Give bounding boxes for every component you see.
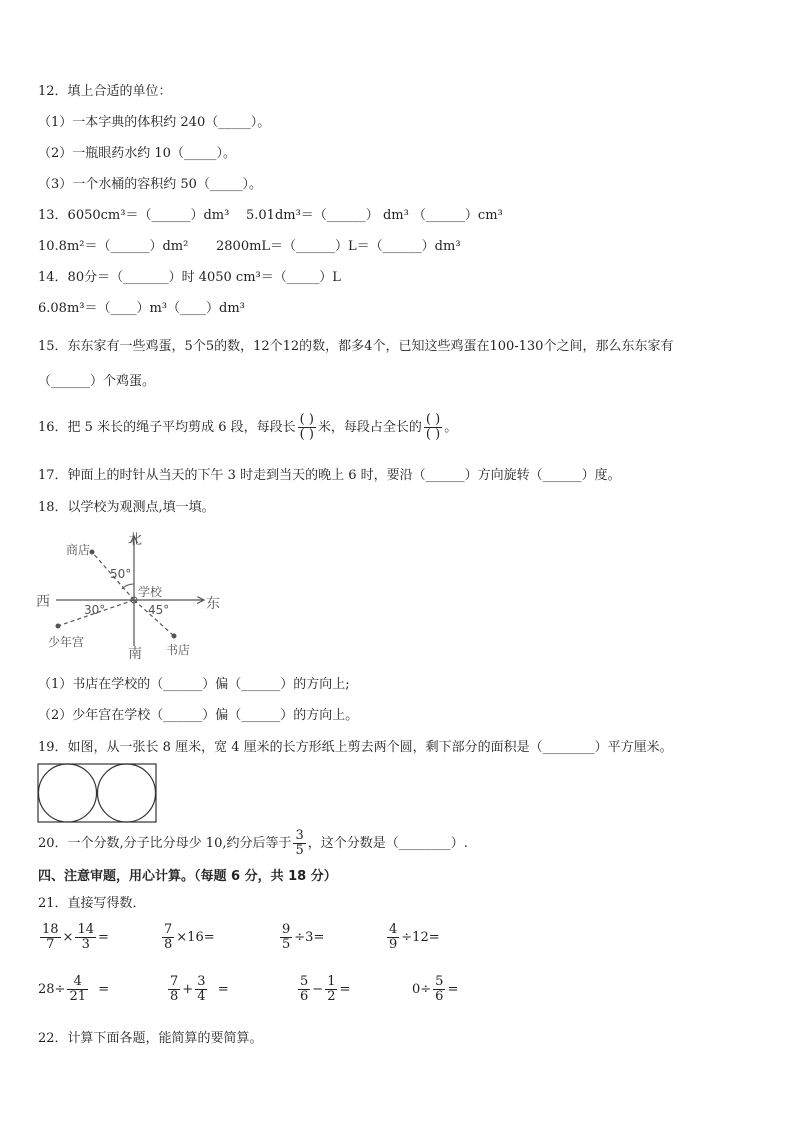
shop-point (90, 550, 95, 555)
q12-title: 12．填上合适的单位： (38, 84, 172, 99)
q13-line2-b: 2800mL＝（______）L＝（______）dm³ (216, 239, 461, 254)
youth-palace-point (56, 624, 61, 629)
q21-expr-7: $\frac{5}{6}$ − $\frac{1}{2}$ = (300, 974, 351, 1004)
q15-line1: 15．东东家有一些鸡蛋，5个5的数，12个12的数，都多4个，已知这些鸡蛋在100-130个之间，那么东东家有 (38, 339, 674, 354)
bookstore-label: 书店 (166, 643, 191, 657)
angle-label-bookstore: 45° (148, 603, 170, 617)
q18-a: （1）书店在学校的（______）偏（______）的方向上; (38, 677, 350, 692)
q20-fraction: $\frac{3}{5}$ (295, 828, 304, 858)
q16-fraction-length: $\frac{( )}{( )}$ (299, 412, 314, 442)
q18-b: （2）少年宫在学校（______）偏（______）的方向上。 (38, 708, 359, 723)
section4-title: 四、注意审题，用心计算。（每题 6 分，共 18 分） (38, 869, 337, 884)
q22-title: 22．计算下面各题，能简算的要简算。 (38, 1031, 263, 1046)
q18-title: 18．以学校为观测点,填一填。 (38, 500, 215, 515)
q21-title: 21．直接写得数． (38, 896, 146, 911)
q12-c: （3）一个水桶的容积约 50（_____）。 (38, 177, 262, 192)
q21-expr-4: $\frac{4}{9}$ ÷12= (389, 922, 440, 952)
angle-label-palace: 30° (84, 603, 106, 617)
q20 (38, 826, 468, 862)
angle-label-shop: 50° (110, 567, 132, 581)
q12-a: （1）一本字典的体积约 240（_____）。 (38, 115, 271, 130)
q19-rectangle-circles-figure (36, 762, 158, 824)
q21-expr-8: 0÷ $\frac{5}{6}$ = (412, 974, 459, 1004)
west-label: 西 (36, 594, 50, 610)
q21-expr-6: $\frac{7}{8}$ + $\frac{3}{4}$ = (170, 974, 229, 1004)
shop-label: 商店 (66, 543, 91, 557)
q20-part2: ，这个分数是（________）. (307, 836, 468, 851)
q14-line1: 14．80分＝（_______）时 4050 cm³＝（_____）L (38, 270, 341, 285)
q19: 19．如图，从一张长 8 厘米，宽 4 厘米的长方形纸上剪去两个圆，剩下部分的面积是（________）平方厘米。 (38, 740, 673, 755)
right-circle (98, 764, 156, 822)
east-label: 东 (206, 596, 220, 612)
q15-line2: （______）个鸡蛋。 (38, 374, 156, 389)
school-label: 学校 (138, 585, 163, 599)
q12-b: （2）一瓶眼药水约 10（_____）。 (38, 146, 236, 161)
q16 (38, 410, 457, 446)
q16-part3: 。 (444, 420, 458, 435)
q16-fraction-share: $\frac{( )}{( )}$ (425, 412, 441, 442)
youth-palace-label: 少年宫 (48, 635, 85, 649)
left-circle (39, 764, 97, 822)
q13-line2-a: 10.8m²＝（______）dm² (38, 239, 189, 254)
bookstore-point (172, 634, 177, 639)
q14-line2: 6.08m³＝（____）m³（____）dm³ (38, 301, 245, 316)
q18-direction-diagram (34, 526, 234, 666)
q16-part2: 米，每段占全长的 (317, 420, 422, 435)
q13-line1-b: 5.01dm³＝（______） dm³ （______）cm³ (246, 208, 503, 223)
q16-part1: 16．把 5 米长的绳子平均剪成 6 段，每段长 (38, 420, 296, 435)
q21-expr-3: $\frac{9}{5}$ ÷3= (282, 922, 325, 952)
q21-expr-2: $\frac{7}{8}$ ×16= (164, 922, 215, 952)
q20-part1: 20．一个分数,分子比分母少 10,约分后等于 (38, 836, 292, 851)
north-label: 北 (128, 532, 142, 548)
q21-expr-5: 28÷ $\frac{4}{21}$ = (38, 974, 110, 1004)
q17: 17．钟面上的时针从当天的下午 3 时走到当天的晚上 6 时，要沿（______）方向旋转（______）度。 (38, 468, 621, 483)
q21-expr-1: $\frac{18}{7}$ × $\frac{14}{3}$ = (42, 922, 109, 952)
q13-line1-a: 13．6050cm³＝（______）dm³ (38, 208, 230, 223)
south-label: 南 (128, 646, 142, 662)
